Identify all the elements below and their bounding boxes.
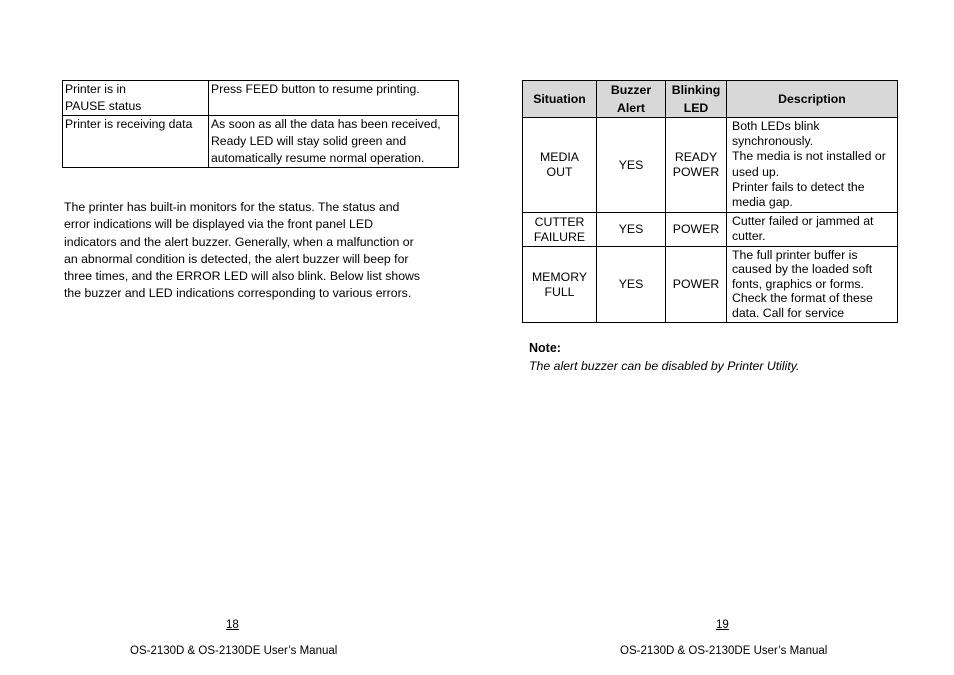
description-line: Check the format of these data. Call for service (732, 291, 873, 320)
description-line: The media is not installed or used up. (732, 149, 886, 179)
page-number: 18 (226, 619, 239, 631)
description-cell (727, 213, 898, 247)
status-action-cell: As soon as all the data has been received, Ready LED will stay solid green and automatically resume normal operation. (209, 116, 459, 168)
header-situation: Situation (523, 81, 597, 118)
table-header-row (523, 81, 898, 118)
description-cell (727, 247, 898, 323)
note-text: The alert buzzer can be disabled by Printer Utility. (529, 359, 800, 373)
led-cell: READY POWER (666, 118, 727, 213)
header-description: Description (727, 81, 898, 118)
led-cell: POWER (666, 247, 727, 323)
description-line: Printer fails to detect the media gap. (732, 179, 865, 210)
situation-cell: CUTTER FAILURE (523, 213, 597, 247)
buzzer-cell: YES (597, 213, 666, 247)
description-line: Cutter failed or jammed at cutter. (732, 214, 874, 244)
manual-footer: OS-2130D & OS-2130DE User’s Manual (620, 645, 828, 657)
status-action-cell: Press FEED button to resume printing. (209, 81, 459, 116)
status-condition-cell: Printer is receiving data (63, 116, 209, 168)
table-row (63, 81, 459, 116)
error-indication-table (522, 80, 898, 323)
description-line: Both LEDs blink synchronously. (732, 119, 820, 149)
table-row (523, 118, 898, 213)
header-buzzer-alert: Buzzer Alert (597, 81, 666, 118)
page-number: 19 (716, 619, 729, 631)
led-cell: POWER (666, 213, 727, 247)
buzzer-cell: YES (597, 118, 666, 213)
table-row (63, 116, 459, 168)
status-monitor-paragraph: The printer has built-in monitors for the status. The status and error indications will be displayed via the front panel LED indicators and the alert buzzer. Generally, when a malfunction or an abnormal condition is detected, the alert buzzer will beep for three times, and the ERROR LED will also blink. Below list shows the buzzer and LED indications corresponding to various errors. (64, 200, 421, 301)
situation-cell: MEMORY FULL (523, 247, 597, 323)
table-row (523, 213, 898, 247)
printer-status-table (62, 80, 459, 168)
buzzer-cell: YES (597, 247, 666, 323)
status-condition-cell: Printer is in PAUSE status (63, 81, 209, 116)
page-19 (477, 0, 954, 675)
description-cell (727, 118, 898, 213)
situation-cell: MEDIA OUT (523, 118, 597, 213)
description-line: The full printer buffer is caused by the loaded soft fonts, graphics or forms. (732, 248, 873, 291)
header-blinking-led: Blinking LED (666, 81, 727, 118)
manual-footer: OS-2130D & OS-2130DE User’s Manual (130, 645, 338, 657)
note-title: Note: (529, 341, 561, 355)
table-row (523, 247, 898, 323)
